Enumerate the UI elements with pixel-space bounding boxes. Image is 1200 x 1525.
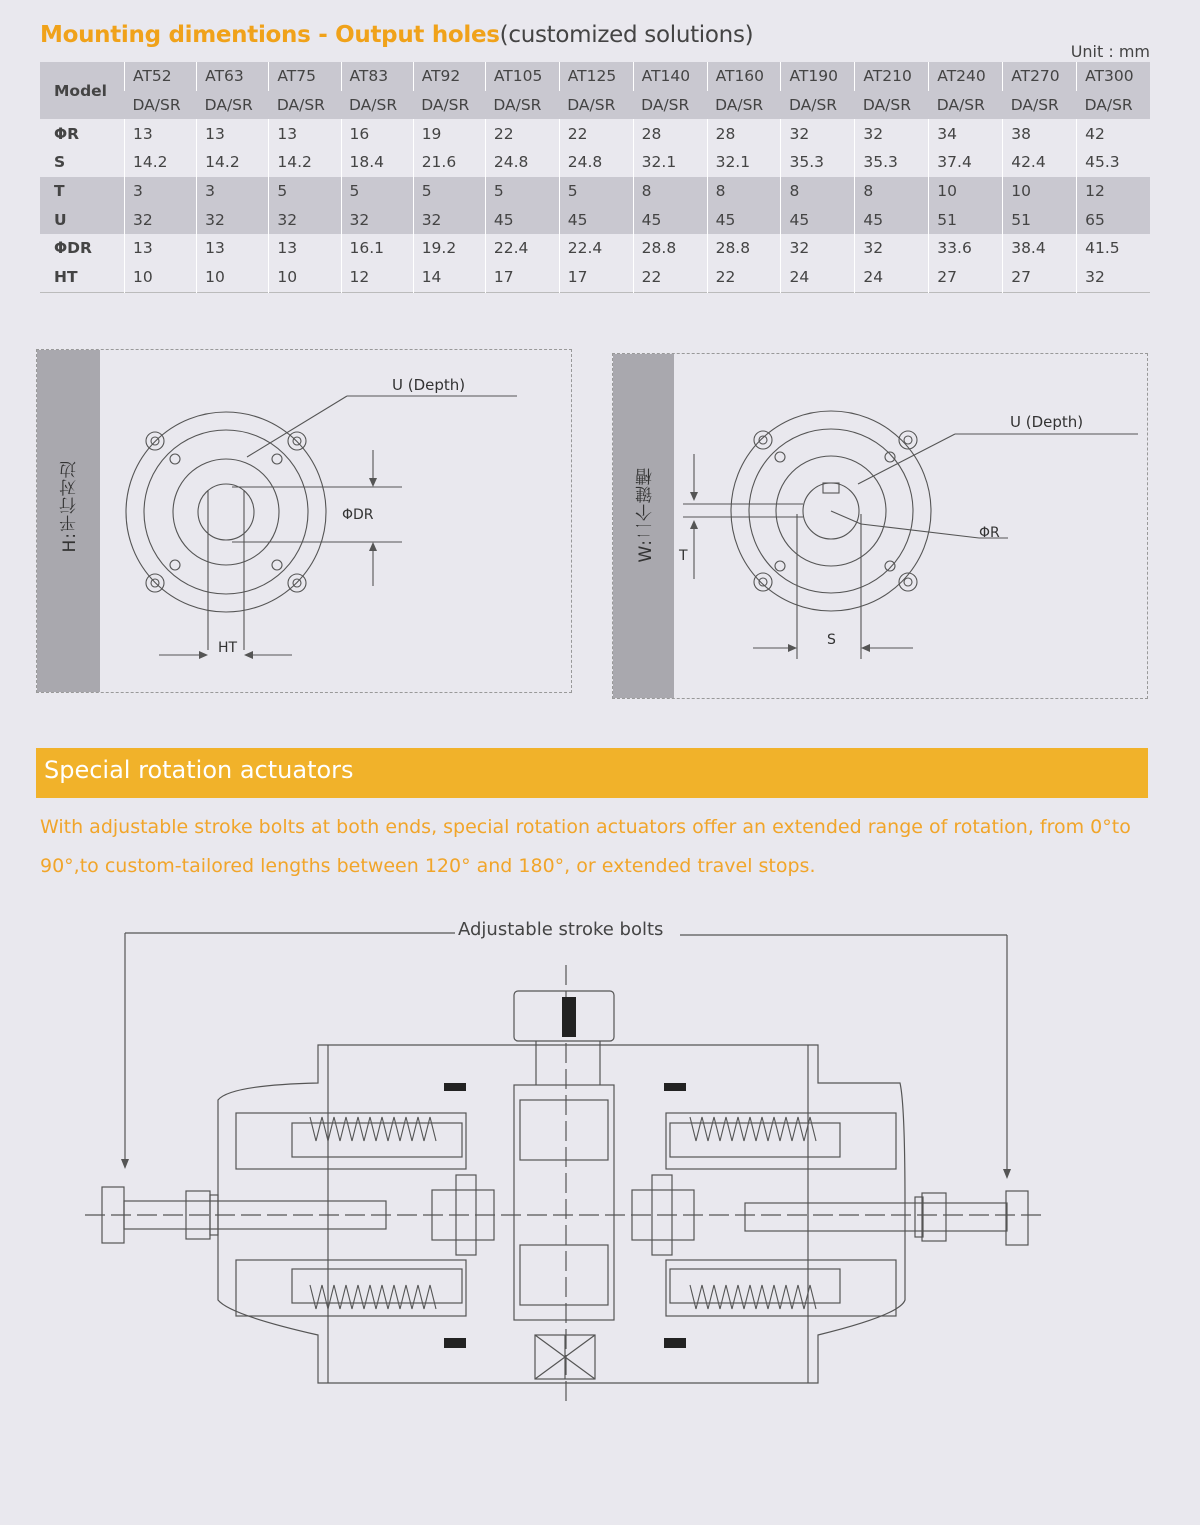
table-cell: 38 xyxy=(1003,119,1077,148)
diagram-parallel-flats xyxy=(36,349,572,693)
table-cell: 42.4 xyxy=(1003,148,1077,177)
keyways-drawing xyxy=(613,354,1147,698)
model-col: AT270 xyxy=(1003,62,1077,91)
table-cell: 21.6 xyxy=(413,148,485,177)
s-label: S xyxy=(827,632,836,648)
row-label: HT xyxy=(54,268,78,287)
table-cell: 5 xyxy=(413,177,485,206)
dimension-table xyxy=(40,62,1150,293)
table-row xyxy=(40,263,1150,292)
r-label: ΦR xyxy=(979,525,1000,541)
type-col: DA/SR xyxy=(1084,96,1133,115)
table-row xyxy=(40,148,1150,177)
table-cell: 10 xyxy=(197,263,269,292)
table-cell: 10 xyxy=(269,263,341,292)
model-col: AT160 xyxy=(707,62,781,91)
ht-label: HT xyxy=(218,640,238,656)
depth-label: U (Depth) xyxy=(1010,413,1084,431)
actuator-cross-section xyxy=(0,905,1200,1525)
table-cell: 14.2 xyxy=(269,148,341,177)
band-label: W:二个键槽 xyxy=(636,467,656,563)
table-cell: 22 xyxy=(707,263,781,292)
type-col: DA/SR xyxy=(936,96,985,115)
table-row xyxy=(40,205,1150,234)
type-col: DA/SR xyxy=(1010,96,1059,115)
table-cell: 3 xyxy=(197,177,269,206)
type-col: DA/SR xyxy=(493,96,542,115)
table-cell: 5 xyxy=(341,177,413,206)
table-cell: 14.2 xyxy=(125,148,197,177)
t-label: T xyxy=(679,548,688,564)
table-cell: 45 xyxy=(633,205,707,234)
section-title xyxy=(40,22,753,48)
type-col: DA/SR xyxy=(276,96,325,115)
table-cell: 45 xyxy=(781,205,855,234)
table-cell: 35.3 xyxy=(781,148,855,177)
model-col: AT52 xyxy=(125,62,197,91)
table-cell: 22 xyxy=(633,263,707,292)
table-cell: 38.4 xyxy=(1003,234,1077,263)
table-cell: 24 xyxy=(781,263,855,292)
type-col: DA/SR xyxy=(204,96,253,115)
table-cell: 14.2 xyxy=(197,148,269,177)
table-cell: 24.8 xyxy=(559,148,633,177)
table-cell: 32.1 xyxy=(633,148,707,177)
type-col: DA/SR xyxy=(567,96,616,115)
parallel-flats-drawing xyxy=(37,350,571,692)
table-cell: 45 xyxy=(855,205,929,234)
table-cell: 13 xyxy=(125,234,197,263)
table-cell: 24.8 xyxy=(485,148,559,177)
model-col: AT63 xyxy=(197,62,269,91)
table-cell: 13 xyxy=(197,119,269,148)
model-col: AT92 xyxy=(413,62,485,91)
band-label: H:平行对边 xyxy=(60,460,80,553)
table-cell: 34 xyxy=(929,119,1003,148)
table-cell: 27 xyxy=(929,263,1003,292)
table-cell: 32 xyxy=(781,119,855,148)
title-sub: (customized solutions) xyxy=(499,22,754,48)
table-cell: 10 xyxy=(929,177,1003,206)
table-cell: 51 xyxy=(929,205,1003,234)
table-cell: 41.5 xyxy=(1077,234,1150,263)
table-cell: 12 xyxy=(341,263,413,292)
table-cell: 32 xyxy=(269,205,341,234)
diagram-keyways xyxy=(612,353,1148,699)
table-cell: 8 xyxy=(855,177,929,206)
type-col: DA/SR xyxy=(349,96,398,115)
model-col: AT75 xyxy=(269,62,341,91)
table-row xyxy=(40,234,1150,263)
unit-label: Unit : mm xyxy=(1070,42,1150,61)
depth-label: U (Depth) xyxy=(392,376,466,394)
special-rotation-banner: Special rotation actuators xyxy=(36,748,1148,798)
table-cell: 14 xyxy=(413,263,485,292)
table-cell: 45.3 xyxy=(1077,148,1150,177)
table-cell: 45 xyxy=(485,205,559,234)
table-cell: 42 xyxy=(1077,119,1150,148)
table-cell: 8 xyxy=(707,177,781,206)
table-cell: 13 xyxy=(269,119,341,148)
table-cell: 37.4 xyxy=(929,148,1003,177)
table-header-types xyxy=(40,91,1150,120)
table-cell: 16.1 xyxy=(341,234,413,263)
table-header-models xyxy=(40,62,1150,91)
dr-label: ΦDR xyxy=(342,507,374,523)
table-cell: 32 xyxy=(197,205,269,234)
type-col: DA/SR xyxy=(641,96,690,115)
table-cell: 32 xyxy=(125,205,197,234)
table-cell: 27 xyxy=(1003,263,1077,292)
table-cell: 22 xyxy=(559,119,633,148)
table-cell: 28.8 xyxy=(707,234,781,263)
table-cell: 28 xyxy=(707,119,781,148)
table-row xyxy=(40,177,1150,206)
row-label: S xyxy=(54,153,66,172)
table-cell: 13 xyxy=(125,119,197,148)
table-cell: 35.3 xyxy=(855,148,929,177)
type-col: DA/SR xyxy=(788,96,838,115)
table-cell: 5 xyxy=(559,177,633,206)
row-label: ΦDR xyxy=(54,239,92,258)
type-col: DA/SR xyxy=(421,96,470,115)
table-cell: 45 xyxy=(707,205,781,234)
model-col: AT105 xyxy=(485,62,559,91)
model-col: AT190 xyxy=(781,62,855,91)
table-cell: 65 xyxy=(1077,205,1150,234)
table-cell: 13 xyxy=(197,234,269,263)
model-col: AT140 xyxy=(633,62,707,91)
model-col: AT300 xyxy=(1077,62,1150,91)
table-cell: 8 xyxy=(633,177,707,206)
table-cell: 33.6 xyxy=(929,234,1003,263)
special-rotation-description: With adjustable stroke bolts at both ends, special rotation actuators offer an extended range of rotation, from 0°to 90°,to custom-tailored lengths between 120° and 180°, or extended travel stops. xyxy=(40,816,1131,877)
table-cell: 5 xyxy=(485,177,559,206)
row-label: U xyxy=(54,210,67,229)
table-cell: 32 xyxy=(341,205,413,234)
table-cell: 10 xyxy=(125,263,197,292)
table-cell: 18.4 xyxy=(341,148,413,177)
model-col: AT210 xyxy=(855,62,929,91)
row-label: ΦR xyxy=(54,124,80,143)
table-cell: 32 xyxy=(1077,263,1150,292)
table-cell: 19.2 xyxy=(413,234,485,263)
type-col: DA/SR xyxy=(132,96,181,115)
adjustable-bolts-label: Adjustable stroke bolts xyxy=(458,919,664,940)
table-cell: 16 xyxy=(341,119,413,148)
table-row xyxy=(40,119,1150,148)
table-cell: 5 xyxy=(269,177,341,206)
table-cell: 22.4 xyxy=(485,234,559,263)
table-cell: 12 xyxy=(1077,177,1150,206)
table-cell: 32 xyxy=(413,205,485,234)
row-label: T xyxy=(54,182,65,201)
table-cell: 28.8 xyxy=(633,234,707,263)
type-col: DA/SR xyxy=(862,96,911,115)
table-cell: 22.4 xyxy=(559,234,633,263)
table-cell: 32.1 xyxy=(707,148,781,177)
model-header: Model xyxy=(54,81,107,100)
table-cell: 8 xyxy=(781,177,855,206)
table-cell: 32 xyxy=(855,119,929,148)
table-cell: 22 xyxy=(485,119,559,148)
table-cell: 3 xyxy=(125,177,197,206)
table-cell: 17 xyxy=(485,263,559,292)
table-cell: 28 xyxy=(633,119,707,148)
model-col: AT125 xyxy=(559,62,633,91)
table-cell: 32 xyxy=(855,234,929,263)
title-main: Mounting dimentions - Output holes xyxy=(40,22,500,48)
table-cell: 10 xyxy=(1003,177,1077,206)
table-cell: 24 xyxy=(855,263,929,292)
table-cell: 51 xyxy=(1003,205,1077,234)
table-cell: 32 xyxy=(781,234,855,263)
type-col: DA/SR xyxy=(715,96,764,115)
model-col: AT240 xyxy=(929,62,1003,91)
table-cell: 17 xyxy=(559,263,633,292)
table-cell: 19 xyxy=(413,119,485,148)
model-col: AT83 xyxy=(341,62,413,91)
table-cell: 45 xyxy=(559,205,633,234)
table-cell: 13 xyxy=(269,234,341,263)
